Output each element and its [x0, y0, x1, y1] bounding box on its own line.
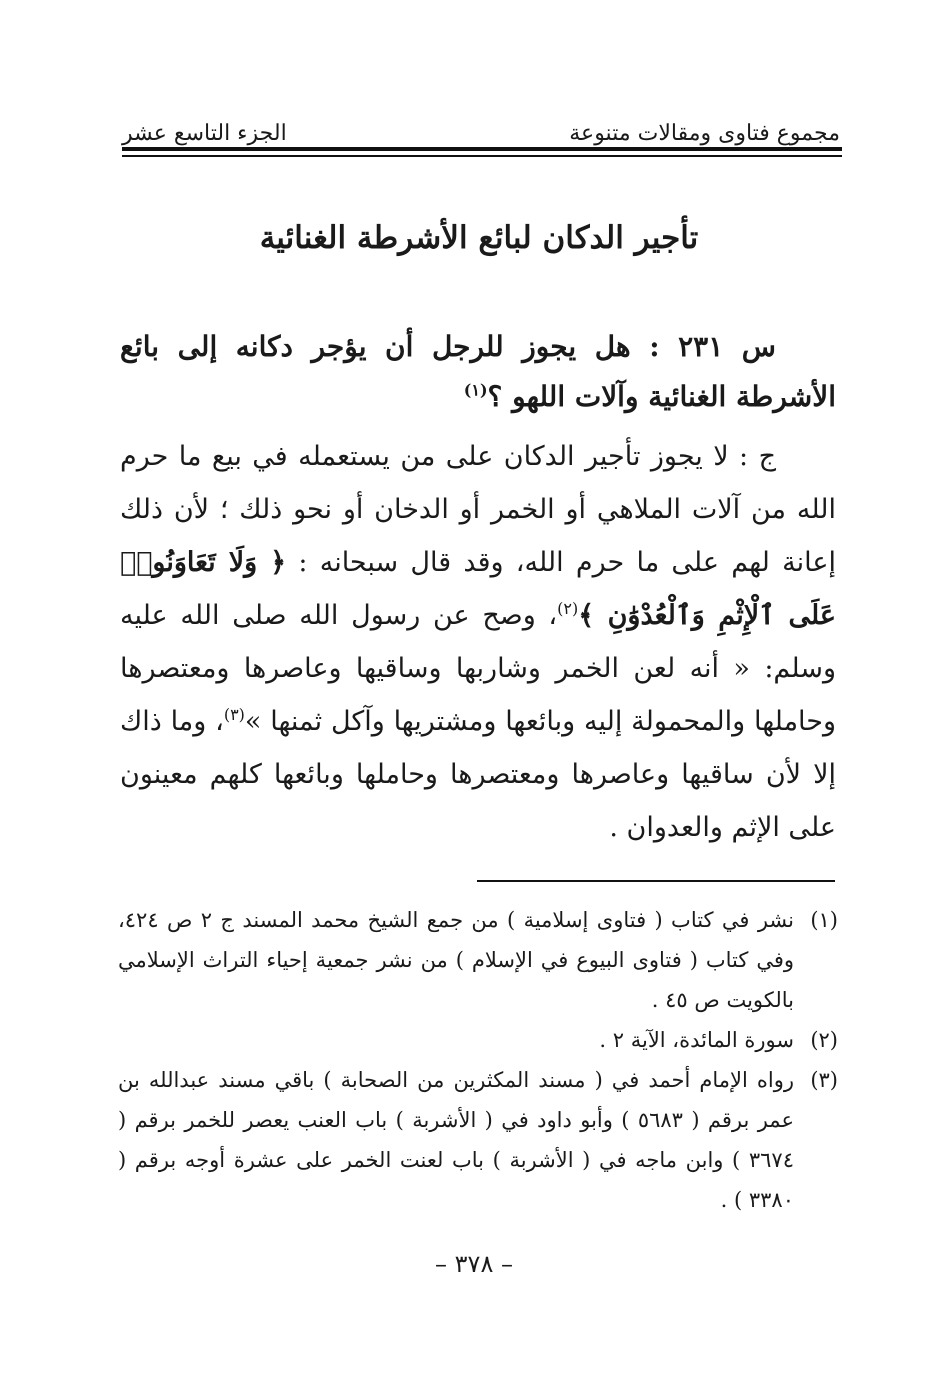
footnote-marker-3: (٣)	[223, 705, 245, 724]
book-title: مجموع فتاوى ومقالات متنوعة	[569, 121, 840, 146]
footnote-1	[118, 900, 838, 1020]
footnote-separator	[477, 880, 835, 882]
footnote-text: سورة المائدة، الآية ٢ .	[599, 1028, 794, 1052]
answer-text-part1: ج : لا يجوز تأجير الدكان على من يستعمله في بيع ما حرم الله من آلات الملاهي أو الخمر أو الدخان أو نحو ذلك ؛ لأن ذلك إعانة لهم على ما حرم الله، وقد قال سبحانه :	[120, 441, 836, 578]
page-number: – ٣٧٨ –	[435, 1250, 513, 1278]
footnote-text: رواه الإمام أحمد في ( مسند المكثرين من الصحابة ) باقي مسند عبدالله بن عمر برقم ( ٥٦٨٣ ) وأبو داود في ( الأشربة ) باب العنب يعصر للخمر برقم ( ٣٦٧٤ ) وابن ماجه في ( الأشربة ) باب لعنت الخمر على عشرة أوجه برقم ( ٣٣٨٠ ) .	[118, 1068, 794, 1212]
answer-text-part2: ، وصح عن رسول الله صلى الله عليه وسلم: « أنه لعن الخمر وشاربها وساقيها وعاصرها ومعتصرها وحاملها والمحمولة إليه وبائعها ومشتريها وآكل ثمنها »	[120, 600, 837, 737]
running-header	[122, 112, 840, 146]
header-rule-thin	[122, 155, 842, 157]
answer-paragraph	[120, 430, 836, 854]
quran-verse: ﴿ وَلَا تَعَاوَنُوا۟ عَلَى ٱلْإِثْمِ وَٱلْعُدْوَٰنِ ﴾	[120, 547, 836, 631]
header-rule-thick	[122, 147, 842, 151]
footnote-number: (٢)	[810, 1028, 838, 1052]
question-text: س ٢٣١ : هل يجوز للرجل أن يؤجر دكانه إلى بائع الأشرطة الغنائية وآلات اللهو ؟	[120, 330, 836, 413]
footnote-marker-1: (١)	[463, 380, 488, 400]
footnote-2	[118, 1020, 838, 1060]
footnote-number: (٣)	[810, 1068, 838, 1092]
question-paragraph	[120, 322, 836, 422]
footnote-3	[118, 1060, 838, 1220]
footnote-number: (١)	[810, 908, 838, 932]
page-title: تأجير الدكان لبائع الأشرطة الغنائية	[259, 220, 699, 256]
answer-text-part3: ، وما ذاك إلا لأن ساقيها وعاصرها ومعتصرها وحاملها وبائعها كلهم معينون على الإثم والعدوان .	[120, 706, 836, 843]
footnotes	[118, 900, 838, 1220]
footnote-text: نشر في كتاب ( فتاوى إسلامية ) من جمع الشيخ محمد المسند ج ٢ ص ٤٢٤، وفي كتاب ( فتاوى البيوع في الإسلام ) من نشر جمعية إحياء التراث الإسلامي بالكويت ص ٤٥ .	[118, 908, 794, 1012]
footnote-marker-2: (٢)	[557, 599, 579, 618]
volume-label: الجزء التاسع عشر	[122, 121, 287, 146]
